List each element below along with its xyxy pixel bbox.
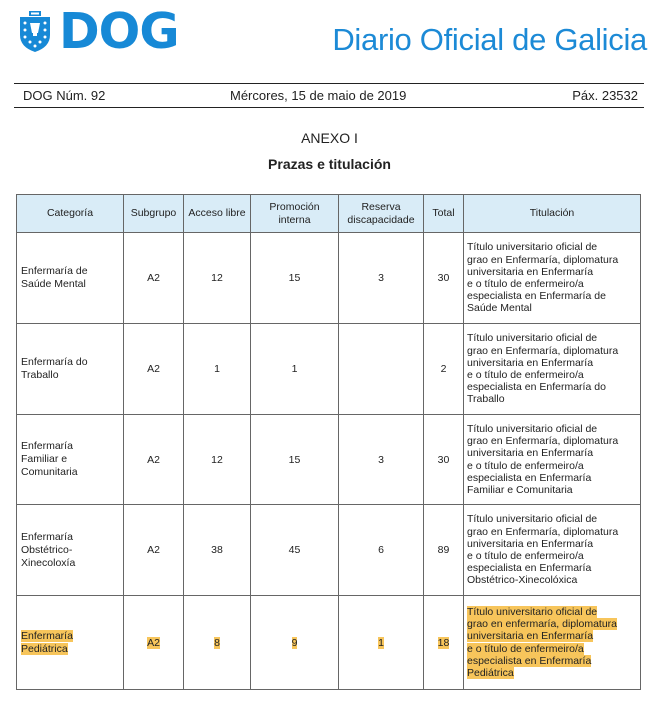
cell-reserva: 3 (339, 233, 424, 324)
cell-total: 2 (424, 324, 464, 415)
cell-titulacion: Título universitario oficial de grao en Enfermaría, diplomatura universitaria en Enfermaría e o título de enfermeiro/a especialista en Enfermaría Obstétrico-Xinecolóxica (464, 505, 641, 596)
cell-subgrupo: A2 (124, 415, 184, 505)
cell-total: 30 (424, 233, 464, 324)
cell-subgrupo: A2 (124, 233, 184, 324)
cell-titulacion: Título universitario oficial de grao en Enfermaría, diplomatura universitaria en Enfermaría e o título de enfermeiro/a especialista en Enfermaría de Saúde Mental (464, 233, 641, 324)
page-number: Páx. 23532 (572, 88, 638, 103)
cell-total: 89 (424, 505, 464, 596)
cell-categoria: Enfermaría Familiar e Comunitaria (17, 415, 124, 505)
cell-acceso-libre: 12 (184, 415, 251, 505)
header-total: Total (424, 195, 464, 233)
cell-promocion-interna: 9 (251, 596, 339, 690)
cell-categoria: Enfermaría Pediátrica (17, 596, 124, 690)
cell-total: 30 (424, 415, 464, 505)
cell-subgrupo: A2 (124, 596, 184, 690)
cell-titulacion: Título universitario oficial de grao en Enfermaría, diplomatura universitaria en Enfermaría e o título de enfermeiro/a especialista en Enfermaría do Traballo (464, 324, 641, 415)
cell-reserva (339, 324, 424, 415)
header-titulacion: Titulación (464, 195, 641, 233)
table-row (17, 233, 641, 324)
table-row-highlighted (17, 596, 641, 690)
cell-acceso-libre: 38 (184, 505, 251, 596)
issue-date: Mércores, 15 de maio de 2019 (230, 88, 407, 103)
cell-categoria: Enfermaría de Saúde Mental (17, 233, 124, 324)
table-row (17, 324, 641, 415)
issue-number: DOG Núm. 92 (23, 88, 106, 103)
positions-table (16, 194, 641, 690)
newspaper-title: Diario Oficial de Galicia (332, 22, 647, 57)
galicia-coat-of-arms-icon (18, 11, 52, 53)
cell-reserva: 3 (339, 415, 424, 505)
cell-acceso-libre: 8 (184, 596, 251, 690)
dog-logo (18, 3, 179, 60)
header-categoria: Categoría (17, 195, 124, 233)
header-acceso-libre: Acceso libre (184, 195, 251, 233)
logo-text: DOG (59, 3, 179, 60)
cell-subgrupo: A2 (124, 505, 184, 596)
annex-title: ANEXO I (301, 130, 358, 146)
cell-reserva: 6 (339, 505, 424, 596)
cell-categoria: Enfermaría do Traballo (17, 324, 124, 415)
cell-promocion-interna: 1 (251, 324, 339, 415)
table-header-row (17, 195, 641, 233)
cell-acceso-libre: 12 (184, 233, 251, 324)
header-subgrupo: Subgrupo (124, 195, 184, 233)
cell-promocion-interna: 45 (251, 505, 339, 596)
cell-total: 18 (424, 596, 464, 690)
annex-subtitle: Prazas e titulación (268, 156, 391, 172)
cell-titulacion: Título universitario oficial de grao en enfermaría, diplomatura universitaria en Enfermaría e o título de enfermeiro/a especialista en Enfermaría Pediátrica (464, 596, 641, 690)
page-header (0, 0, 659, 80)
header-promocion-interna: Promoción interna (251, 195, 339, 233)
cell-promocion-interna: 15 (251, 233, 339, 324)
cell-titulacion: Título universitario oficial de grao en Enfermaría, diplomatura universitaria en Enfermaría e o título de enfermeiro/a especialista en Enfermaría Familiar e Comunitaria (464, 415, 641, 505)
table-row (17, 505, 641, 596)
header-reserva-discapacidade: Reserva discapacidade (339, 195, 424, 233)
table-row (17, 415, 641, 505)
cell-subgrupo: A2 (124, 324, 184, 415)
cell-reserva: 1 (339, 596, 424, 690)
cell-acceso-libre: 1 (184, 324, 251, 415)
cell-categoria: Enfermaría Obstétrico- Xinecoloxía (17, 505, 124, 596)
cell-promocion-interna: 15 (251, 415, 339, 505)
issue-info-bar (14, 83, 644, 108)
